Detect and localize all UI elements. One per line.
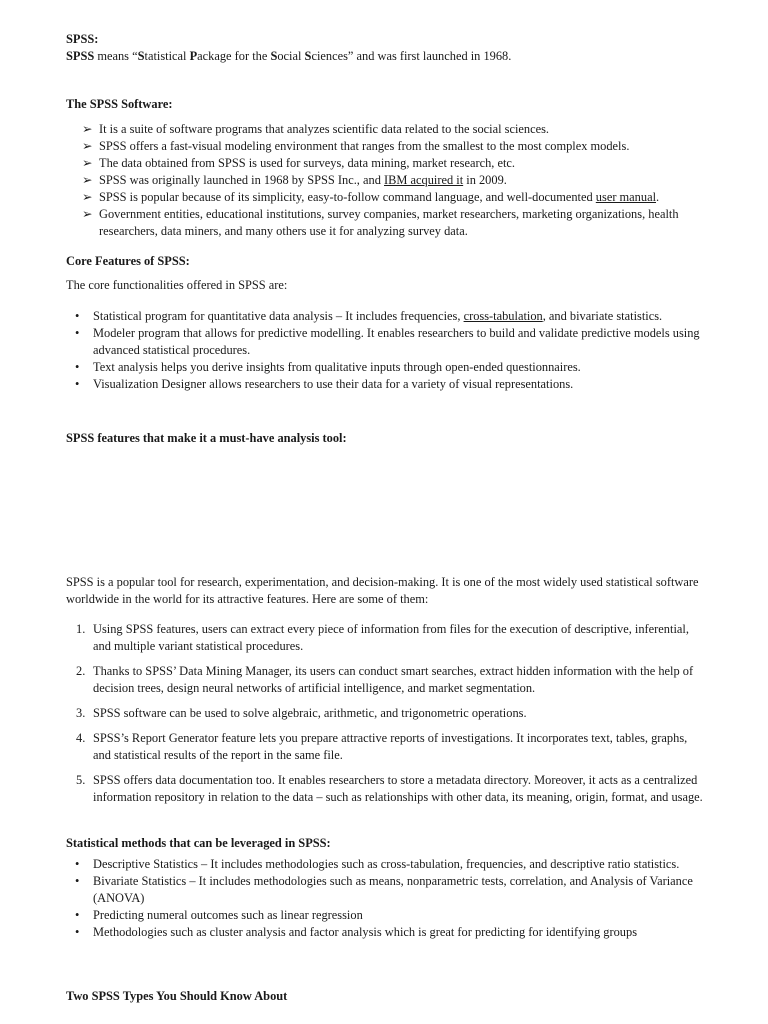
methods-list: [66, 856, 706, 941]
list-item: ➢ SPSS is popular because of its simplicity, easy-to-follow command language, and well-documented user manual.: [82, 190, 660, 204]
bullet-icon: •: [75, 377, 80, 391]
core-features-section: [66, 253, 706, 393]
musthave-list: [66, 621, 706, 806]
list-item: • Bivariate Statistics – It includes methodologies such as means, nonparametric tests, correlation, and Analysis of Variance (ANOVA): [75, 874, 693, 905]
list-item: ➢ Government entities, educational institutions, survey companies, market researchers, marketing organizations, health researchers, data miners, and many others use it for analyzing survey data.: [82, 207, 679, 238]
list-item: • Predicting numeral outcomes such as linear regression: [75, 908, 363, 922]
number-marker: 4.: [76, 731, 86, 745]
arrow-bullet-icon: ➢: [82, 122, 93, 136]
numbered-item: 3. SPSS software can be used to solve algebraic, arithmetic, and trigonometric operations.: [76, 706, 527, 720]
list-item: • Methodologies such as cluster analysis and factor analysis which is great for predicting for identifying groups: [75, 925, 638, 939]
musthave-section: [66, 574, 706, 814]
list-item: • Statistical program for quantitative data analysis – It includes frequencies, cross-tabulation, and bivariate statistics.: [75, 309, 663, 323]
intro-section: [66, 31, 706, 65]
methods-section: [66, 835, 706, 941]
list-item: ➢ The data obtained from SPSS is used for surveys, data mining, market research, etc.: [82, 156, 516, 170]
arrow-bullet-icon: ➢: [82, 156, 93, 170]
arrow-bullet-icon: ➢: [82, 139, 93, 153]
bullet-icon: •: [75, 309, 80, 323]
arrow-bullet-icon: ➢: [82, 190, 93, 204]
bullet-icon: •: [75, 360, 80, 374]
numbered-item: 2. Thanks to SPSS’ Data Mining Manager, its users can conduct smart searches, extract hidden information with the help of decision trees, design neural networks of artificial intelligence, and market segmentation.: [76, 664, 694, 695]
arrow-bullet-icon: ➢: [82, 173, 93, 187]
software-list: [66, 121, 706, 240]
arrow-bullet-icon: ➢: [82, 207, 93, 221]
bullet-icon: •: [75, 326, 80, 340]
musthave-paragraph: SPSS is a popular tool for research, experimentation, and decision-making. It is one of the most widely used statistical software worldwide in the world for its attractive features. Here are some of them:: [66, 575, 699, 606]
number-marker: 3.: [76, 706, 86, 720]
types-heading: Two SPSS Types You Should Know About: [66, 989, 288, 1003]
user-manual-link[interactable]: user manual: [595, 190, 657, 204]
software-section: [66, 96, 706, 240]
software-heading: The SPSS Software:: [66, 97, 173, 111]
list-item: • Text analysis helps you derive insights from qualitative inputs through open-ended questionnaires.: [75, 360, 581, 374]
types-section: [66, 988, 706, 1005]
number-marker: 2.: [76, 664, 86, 678]
core-heading: Core Features of SPSS:: [66, 254, 190, 268]
number-marker: 1.: [76, 622, 86, 636]
intro-line: SPSS means “Statistical Package for the Social Sciences” and was first launched in 1968.: [66, 49, 512, 63]
list-item: ➢ It is a suite of software programs that analyzes scientific data related to the social sciences.: [82, 122, 550, 136]
musthave-heading: SPSS features that make it a must-have analysis tool:: [66, 431, 347, 445]
intro-heading: SPSS:: [66, 32, 99, 46]
list-item: • Descriptive Statistics – It includes methodologies such as cross-tabulation, frequencies, and descriptive ratio statistics.: [75, 857, 680, 871]
cross-tabulation-link[interactable]: cross-tabulation: [463, 309, 543, 323]
number-marker: 5.: [76, 773, 86, 787]
methods-heading: Statistical methods that can be leveraged in SPSS:: [66, 836, 331, 850]
bullet-icon: •: [75, 874, 80, 888]
core-intro: The core functionalities offered in SPSS are:: [66, 278, 288, 292]
bullet-icon: •: [75, 857, 80, 871]
numbered-item: 4. SPSS’s Report Generator feature lets you prepare attractive reports of investigations. It incorporates text, tables, graphs, and statistical results of the report in the same file.: [76, 731, 688, 762]
bullet-icon: •: [75, 908, 80, 922]
ibm-acquired-link[interactable]: IBM acquired it: [384, 173, 464, 187]
core-list: [66, 308, 706, 393]
musthave-heading-block: [66, 430, 706, 447]
bullet-icon: •: [75, 925, 80, 939]
list-item: ➢ SPSS was originally launched in 1968 by SPSS Inc., and IBM acquired it in 2009.: [82, 173, 507, 187]
list-item: • Modeler program that allows for predictive modelling. It enables researchers to build and validate predictive models using advanced statistical procedures.: [75, 326, 700, 357]
numbered-item: 1. Using SPSS features, users can extract every piece of information from files for the execution of descriptive, inferential, and multiple variant statistical procedures.: [76, 622, 689, 653]
list-item: • Visualization Designer allows researchers to use their data for a variety of visual representations.: [75, 377, 574, 391]
numbered-item: 5. SPSS offers data documentation too. It enables researchers to store a metadata directory. Moreover, it acts as a centralized information repository in relation to the data – such as relationships with other data, its meaning, origin, format, and usage.: [76, 773, 703, 804]
list-item: ➢ SPSS offers a fast-visual modeling environment that ranges from the smallest to the most complex models.: [82, 139, 630, 153]
